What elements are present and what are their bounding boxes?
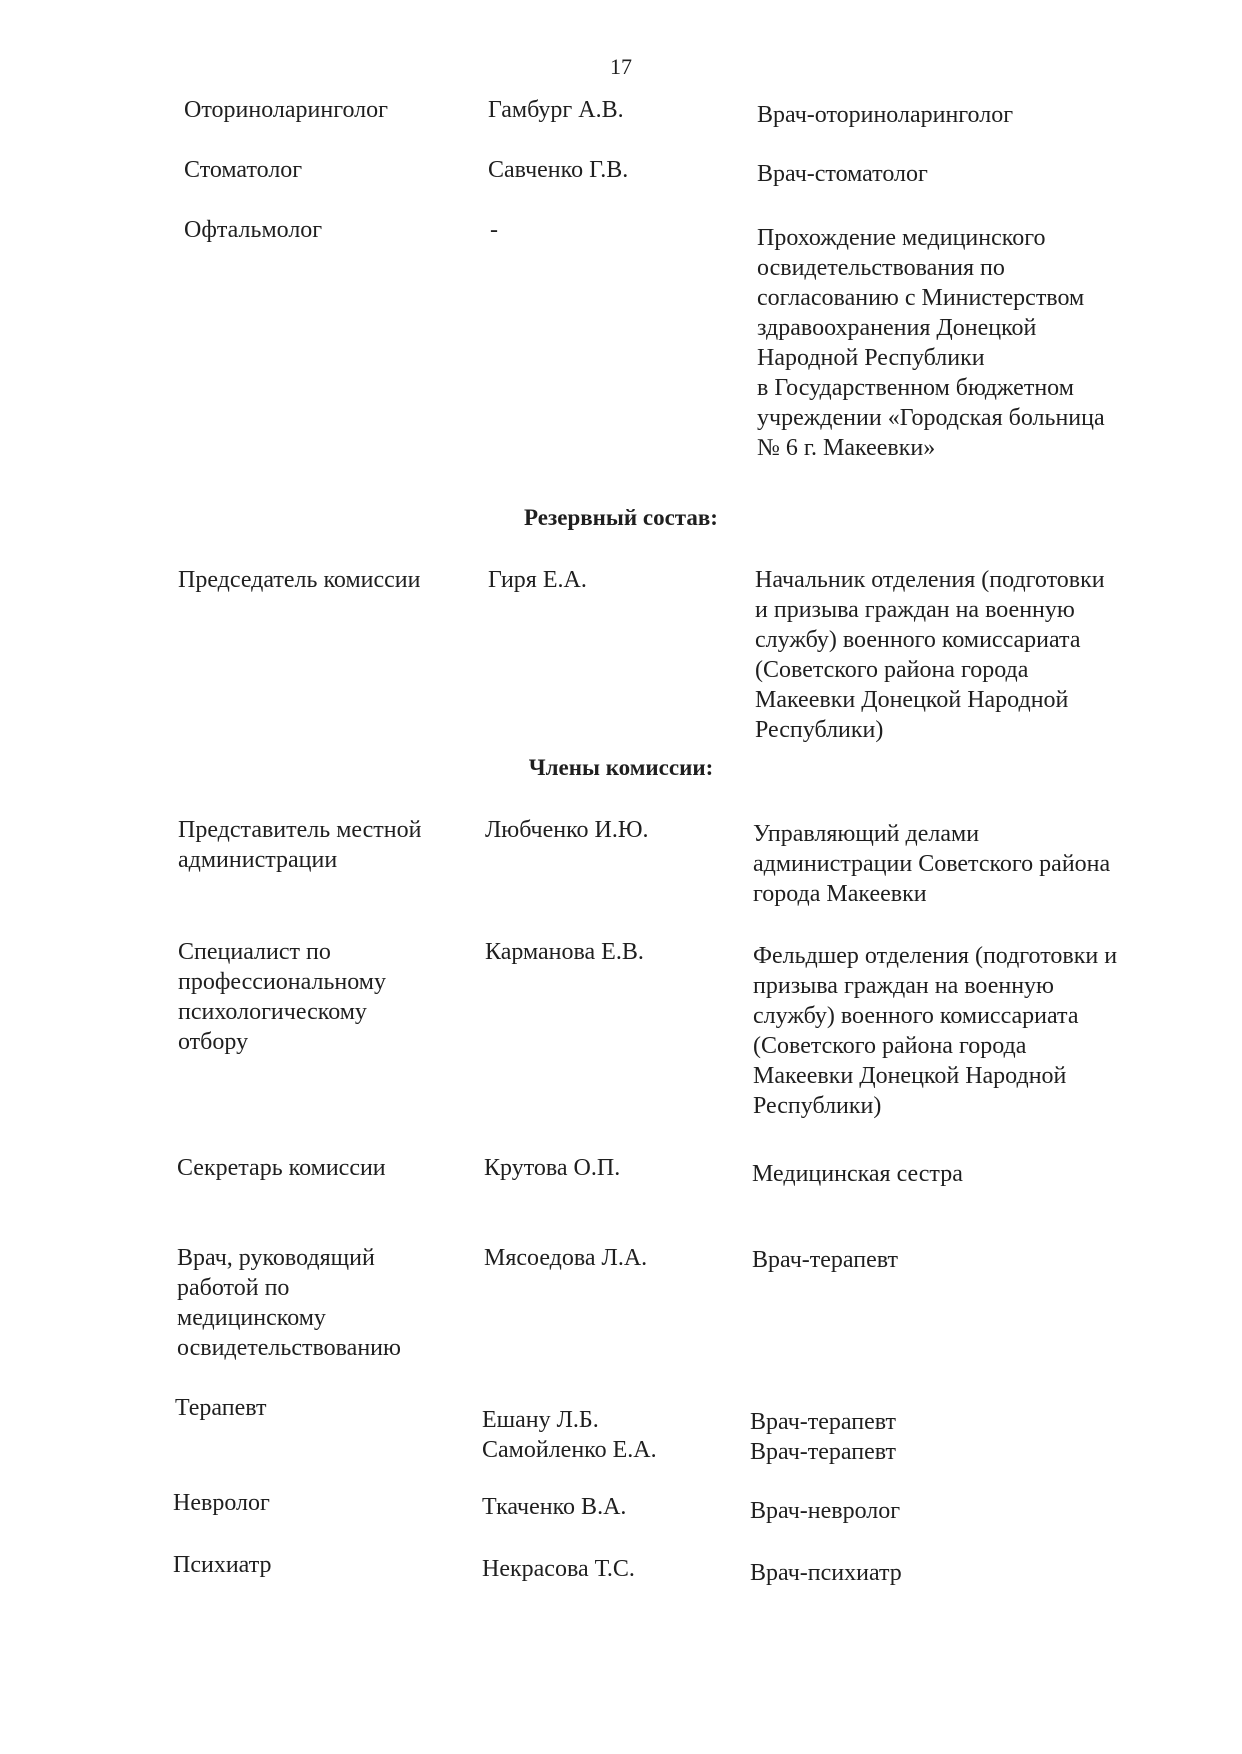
chair-position: Начальник отделения (подготовки и призыва граждан на военную службу) военного комиссариата (Советского района города Макеевки Донецкой Народной Республики)	[755, 567, 1105, 743]
member-position: Медицинская сестра	[752, 1161, 963, 1187]
member-position: Прохождение медицинского освидетельствования по согласованию с Министерством здравоохранения Донецкой Народной Республики в Государственном бюджетном учреждении «Городская больница № 6 г. Макеевки»	[757, 225, 1105, 461]
member-position: Управляющий делами администрации Советского района города Макеевки	[753, 821, 1111, 907]
member-name: Некрасова Т.С.	[482, 1556, 635, 1582]
member-role: Терапевт	[175, 1395, 267, 1421]
member-role: Секретарь комиссии	[177, 1155, 386, 1181]
member-position: Врач-стоматолог	[757, 161, 928, 187]
member-role: Психиатр	[173, 1552, 272, 1578]
member-name: Савченко Г.В.	[488, 157, 629, 183]
member-name: Крутова О.П.	[484, 1155, 621, 1181]
member-name: Гамбург А.В.	[488, 97, 624, 123]
member-role: Офтальмолог	[184, 217, 323, 243]
member-role: Врач, руководящий работой по медицинскому освидетельствованию	[177, 1245, 401, 1361]
chair-role: Председатель комиссии	[178, 567, 421, 593]
member-position: Врач-невролог	[750, 1498, 901, 1524]
member-name: Ткаченко В.А.	[482, 1494, 627, 1520]
member-role: Представитель местной администрации	[178, 817, 422, 873]
member-position: Врач-оториноларинголог	[757, 102, 1014, 128]
page-number: 17	[610, 54, 632, 79]
reserve-heading: Резервный состав:	[524, 505, 718, 530]
member-name: -	[490, 217, 498, 243]
member-position: Врач-терапевт Врач-терапевт	[750, 1409, 896, 1465]
member-position: Врач-терапевт	[752, 1247, 898, 1273]
member-position: Врач-психиатр	[750, 1560, 902, 1586]
member-role: Специалист по профессиональному психологическому отбору	[178, 939, 386, 1055]
member-role: Невролог	[173, 1490, 270, 1516]
member-name: Карманова Е.В.	[485, 939, 644, 965]
member-role: Стоматолог	[184, 157, 303, 183]
chair-name: Гиря Е.А.	[488, 567, 587, 593]
members-heading: Члены комиссии:	[528, 755, 714, 780]
member-names: Ешану Л.Б. Самойленко Е.А.	[482, 1407, 657, 1463]
member-name: Любченко И.Ю.	[485, 817, 649, 843]
member-name: Мясоедова Л.А.	[484, 1245, 648, 1271]
member-position: Фельдшер отделения (подготовки и призыва граждан на военную службу) военного комиссариата (Советского района города Макеевки Донецкой Народной Республики)	[753, 943, 1118, 1119]
member-role: Оториноларинголог	[184, 97, 388, 123]
